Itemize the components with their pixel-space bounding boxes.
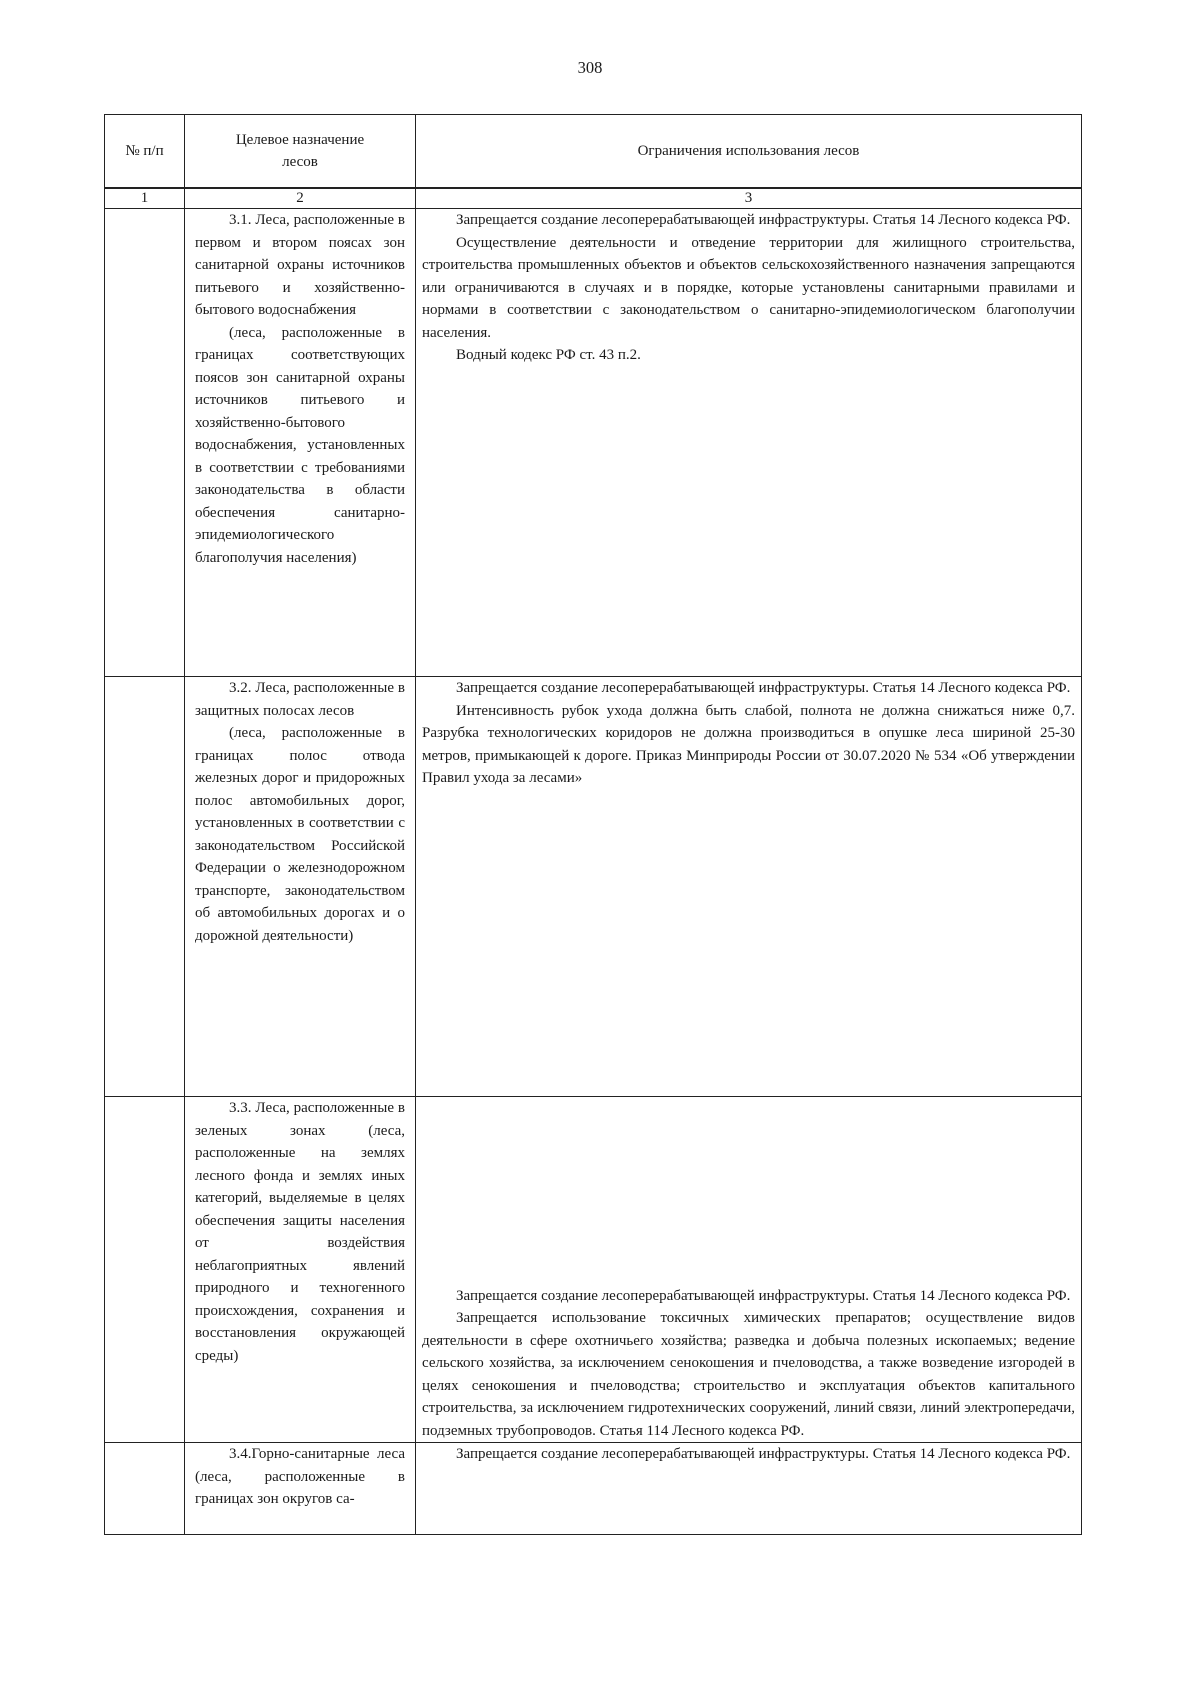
restriction-paragraph: Интенсивность рубок ухода должна быть слабой, полнота не должна снижаться ниже 0,7. Разрубка технологических коридоров не должна производиться в опушке леса шириной 25-30 метров, примыкающей к дороге. Приказ Минприроды России от 30.07.2020 № 534 «Об утверждении Правил ухода за лесами» [422, 702, 1075, 786]
restrictions-cell [416, 209, 1082, 677]
restrictions-cell [416, 677, 1082, 1097]
restriction-paragraph: Запрещается использование токсичных химических препаратов; осуществление видов деятельности в сфере охотничьего хозяйства; разведка и добыча полезных ископаемых; ведение сельского хозяйства, за исключением сенокошения и пчеловодства, а также возведение изгородей в целях сенокошения и пчеловодства; строительство и эксплуатация объектов капитального строительства, за исключением гидротехнических сооружений, линий связи, линий электропередачи, подземных трубопроводов. Статья 114 Лесного кодекса РФ. [422, 1310, 1075, 1439]
purpose-cell [185, 677, 416, 1097]
restriction-paragraph: Запрещается создание лесоперерабатывающей инфраструктуры. Статья 14 Лесного кодекса РФ. [456, 1446, 1071, 1462]
restriction-paragraph: Осуществление деятельности и отведение территории для жилищного строительства, строительства промышленных объектов и объектов сельскохозяйственного назначения запрещаются или ограничиваются в случаях и в порядке, которые установлены санитарными правилами и нормами в соответствии с законодательством о санитарно-эпидемиологическом благополучии населения. [422, 234, 1075, 341]
row-number-cell [105, 1443, 185, 1535]
column-number: 1 [105, 188, 185, 209]
purpose-cell [185, 1097, 416, 1443]
page-number: 308 [577, 58, 603, 77]
purpose-paragraph: (леса, расположенные в границах соответствующих поясов зон санитарной охраны источников питьевого и хозяйственно-бытового водоснабжения, установленных в соответствии с требованиями законодательства в области обеспечения санитарно-эпидемиологического благополучия населения) [195, 324, 405, 566]
table-row [105, 677, 1082, 1097]
table-row [105, 209, 1082, 677]
table-header-row [105, 115, 1082, 189]
restrictions-cell [416, 1443, 1082, 1535]
header-number: № п/п [105, 115, 185, 189]
restriction-paragraph: Водный кодекс РФ ст. 43 п.2. [456, 347, 641, 363]
purpose-paragraph: 3.3. Леса, расположенные в зеленых зонах (леса, расположенные на землях лесного фонда и землях иных категорий, выделяемые в целях обеспечения защиты населения от воздействия неблагоприятных явлений природного и техногенного происхождения, сохранения и восстановления окружающей среды) [195, 1100, 405, 1364]
table-row [105, 1097, 1082, 1443]
header-restrictions: Ограничения использования лесов [416, 115, 1082, 189]
row-number-cell [105, 677, 185, 1097]
restrictions-cell [416, 1097, 1082, 1443]
row-number-cell [105, 1097, 185, 1443]
column-number-row [105, 188, 1082, 209]
forest-restrictions-table [104, 114, 1082, 1535]
column-number: 3 [416, 188, 1082, 209]
restriction-paragraph: Запрещается создание лесоперерабатывающей инфраструктуры. Статья 14 Лесного кодекса РФ. [456, 1287, 1071, 1304]
column-number: 2 [185, 188, 416, 209]
restriction-paragraph: Запрещается создание лесоперерабатывающей инфраструктуры. Статья 14 Лесного кодекса РФ. [456, 680, 1071, 696]
table-row [105, 1443, 1082, 1535]
purpose-paragraph: 3.1. Леса, расположенные в первом и втором поясах зон санитарной охраны источников питьевого и хозяйственно-бытового водоснабжения [195, 212, 405, 318]
row-number-cell [105, 209, 185, 677]
purpose-paragraph: (леса, расположенные в границах полос отвода железных дорог и придорожных полос автомобильных дорог, установленных в соответствии с законодательством Российской Федерации о железнодорожном транспорте, законодательством об автомобильных дорогах и о дорожной деятельности) [195, 725, 405, 944]
header-purpose: Целевое назначение лесов [185, 115, 416, 189]
purpose-cell [185, 1443, 416, 1535]
purpose-cell [185, 209, 416, 677]
purpose-paragraph: 3.4.Горно-санитарные леса (леса, расположенные в границах зон округов са- [195, 1446, 405, 1507]
restriction-paragraph: Запрещается создание лесоперерабатывающей инфраструктуры. Статья 14 Лесного кодекса РФ. [456, 212, 1071, 228]
purpose-paragraph: 3.2. Леса, расположенные в защитных полосах лесов [195, 680, 405, 719]
